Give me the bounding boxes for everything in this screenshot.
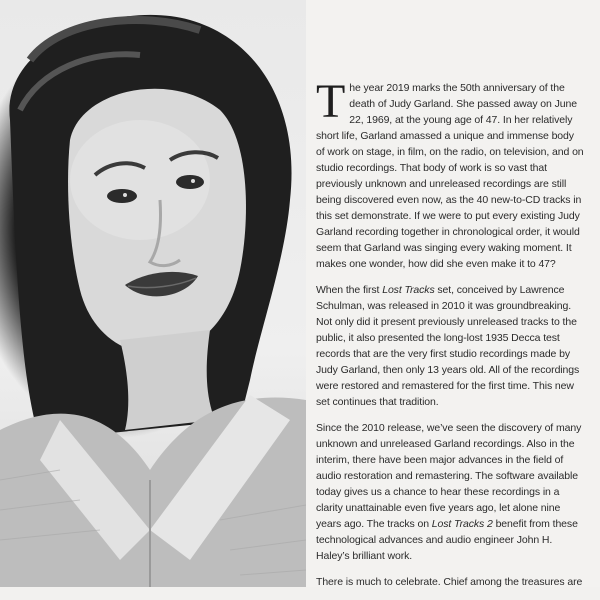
drop-cap: T: [316, 75, 346, 128]
booklet-text: [316, 75, 584, 600]
paragraph-3-start: Since the 2010 release, we’ve seen the discovery of many unknown and unreleased Garland recordings. Also in the interim, there have been major advances in the field of audio restoration and remastering. The software available today gives us a chance to hear these recordings in a clarity unattainable even five years ago, let alone nine years ago. The tracks on: [316, 422, 582, 530]
paragraph-3-end: benefit from these technological advances and audio engineer John H. Haley’s brilliant work.: [316, 518, 578, 562]
portrait-illustration: [0, 0, 306, 587]
paragraph-1-text: he year 2019 marks the 50th anniversary of the death of Judy Garland. She passed away on June 22, 1969, at the young age of 47. In her relatively short life, Garland amassed a unique and immense body of work on stage, in film, on the radio, on television, and on studio recordings. That body of work is so vast that previously unknown and unreleased recordings are still being discovered even now, as the 40 new-to-CD tracks in this set demonstrate. If we were to put every existing Judy Garland recording together in chronological order, it would seem that Garland was singing every waking moment. It makes one wonder, how did she even make it to 47?: [316, 82, 584, 270]
paragraph-4-text: There is much to celebrate. Chief among the treasures are: [316, 576, 583, 588]
paragraph-4: [316, 574, 584, 590]
portrait-photo: [0, 0, 306, 587]
album-title-lost-tracks-2: Lost Tracks 2: [431, 518, 493, 530]
paragraph-3: [316, 420, 584, 564]
paragraph-2-end: set, conceived by Lawrence Schulman, was released in 2010 it was groundbreaking. Not only did it present previously unreleased tracks to the public, it also presented the long-lost 1935 Decca test records that are the very first studio recordings made by Judy Garland, then only 13 years old. All of the recordings were restored and remastered for the first time. This new set continues that tradition.: [316, 284, 580, 408]
paragraph-2: [316, 282, 584, 410]
paragraph-2-start: When the first: [316, 284, 383, 296]
paragraph-1: [316, 75, 584, 272]
album-title-lost-tracks: Lost Tracks: [382, 284, 435, 296]
